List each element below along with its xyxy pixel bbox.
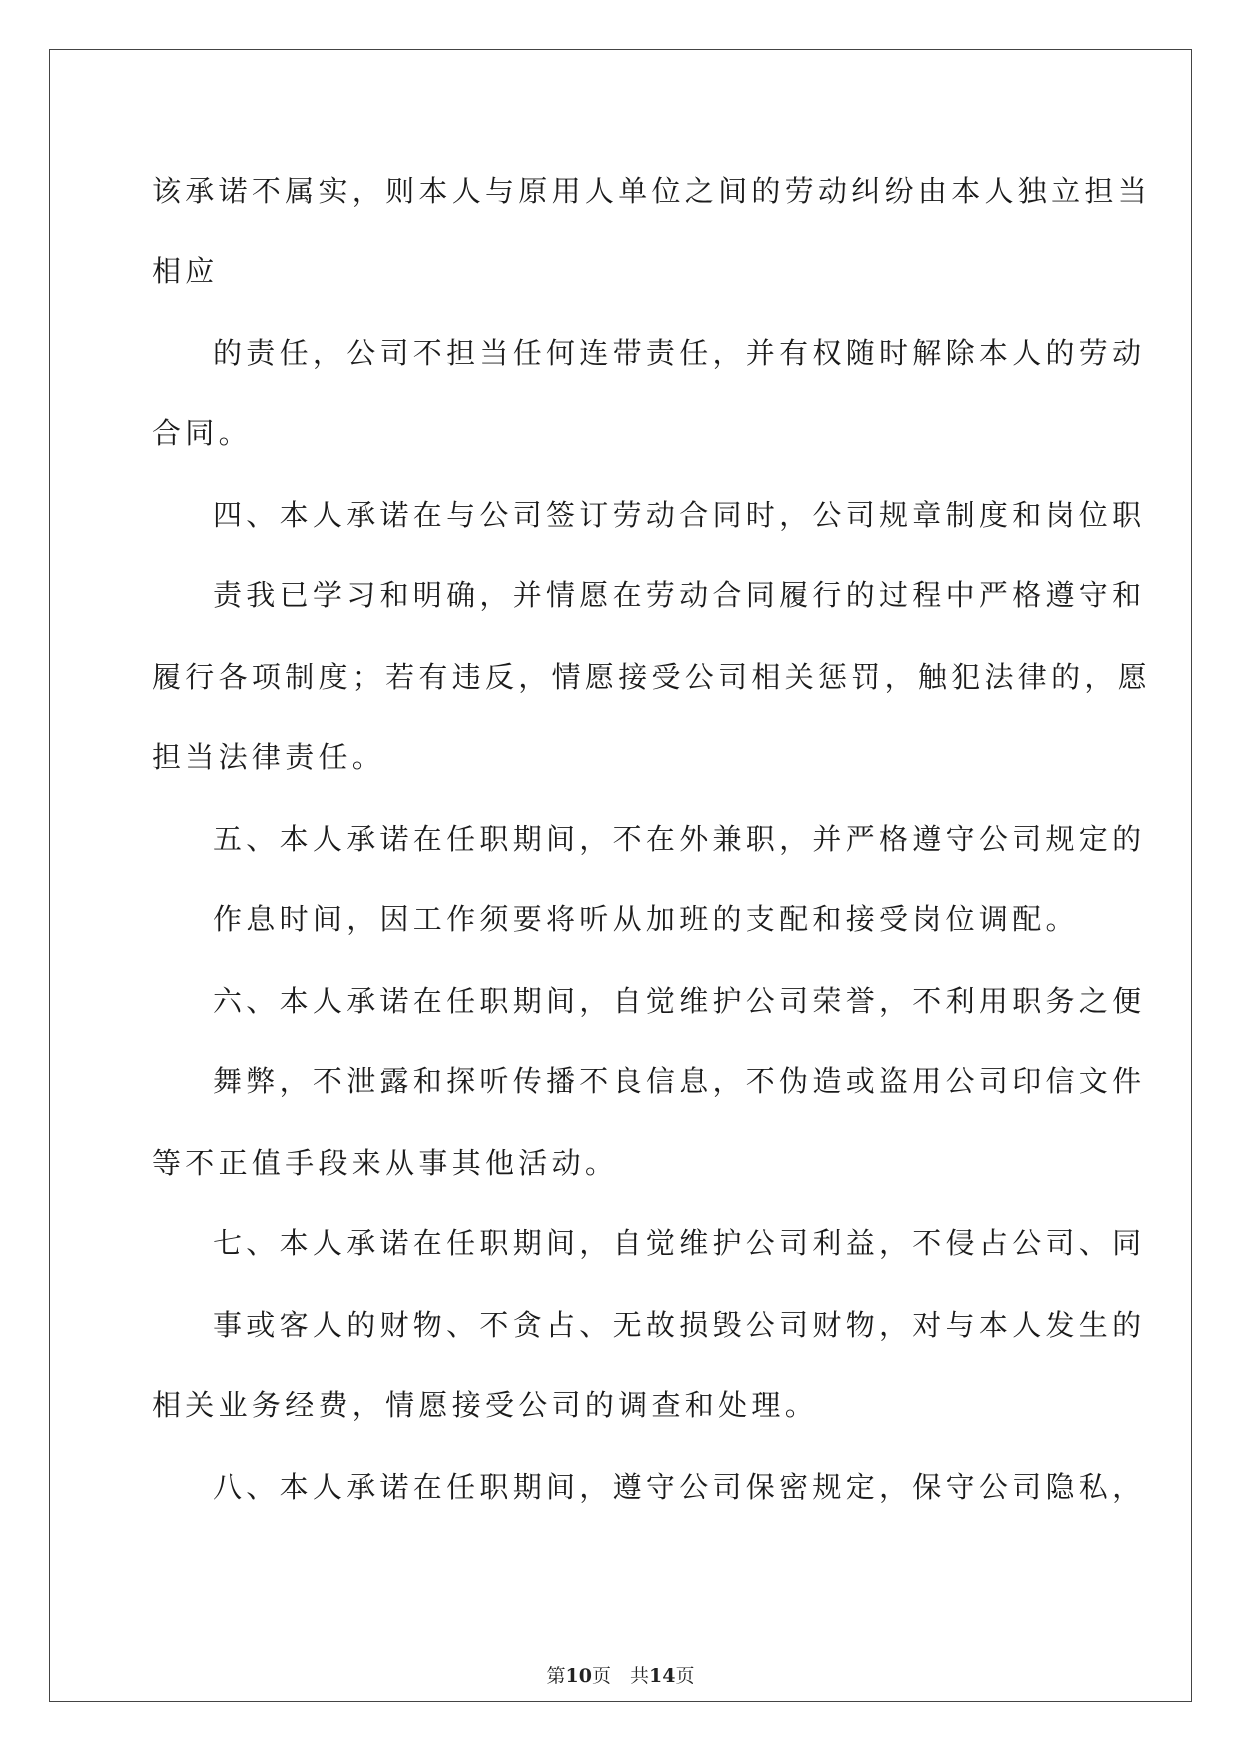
- body-line-16: 相关业务经费，情愿接受公司的调查和处理。: [152, 1388, 819, 1422]
- footer-middle: 页 共: [591, 1665, 649, 1687]
- body-line-1: 该承诺不属实，则本人与原用人单位之间的劳动纠纷由本人独立担当: [152, 174, 1152, 208]
- body-line-4: 合同。: [152, 416, 252, 450]
- body-line-17: 八、本人承诺在任职期间，遵守公司保密规定，保守公司隐私，: [213, 1470, 1146, 1504]
- body-line-15: 事或客人的财物、不贪占、无故损毁公司财物，对与本人发生的: [213, 1308, 1146, 1342]
- footer-prefix: 第: [546, 1665, 566, 1687]
- body-line-2: 相应: [152, 254, 219, 288]
- page-border: [49, 49, 1192, 1702]
- footer-page-number: 10: [565, 1665, 592, 1687]
- footer-total-pages: 14: [649, 1665, 676, 1687]
- body-line-5: 四、本人承诺在与公司签订劳动合同时，公司规章制度和岗位职: [213, 498, 1146, 532]
- body-line-12: 舞弊，不泄露和探听传播不良信息，不伪造或盗用公司印信文件: [213, 1064, 1146, 1098]
- body-line-6: 责我已学习和明确，并情愿在劳动合同履行的过程中严格遵守和: [213, 578, 1146, 612]
- body-line-7: 履行各项制度；若有违反，情愿接受公司相关惩罚，触犯法律的，愿: [152, 660, 1152, 694]
- body-line-11: 六、本人承诺在任职期间，自觉维护公司荣誉，不利用职务之便: [213, 984, 1146, 1018]
- body-line-14: 七、本人承诺在任职期间，自觉维护公司利益，不侵占公司、同: [213, 1226, 1146, 1260]
- body-line-8: 担当法律责任。: [152, 740, 386, 774]
- footer-suffix: 页: [675, 1665, 695, 1687]
- body-line-13: 等不正值手段来从事其他活动。: [152, 1146, 619, 1180]
- body-line-3: 的责任，公司不担当任何连带责任，并有权随时解除本人的劳动: [213, 336, 1146, 370]
- body-line-9: 五、本人承诺在任职期间，不在外兼职，并严格遵守公司规定的: [213, 822, 1146, 856]
- body-line-10: 作息时间，因工作须要将听从加班的支配和接受岗位调配。: [213, 902, 1079, 936]
- page-footer: [0, 1661, 1241, 1688]
